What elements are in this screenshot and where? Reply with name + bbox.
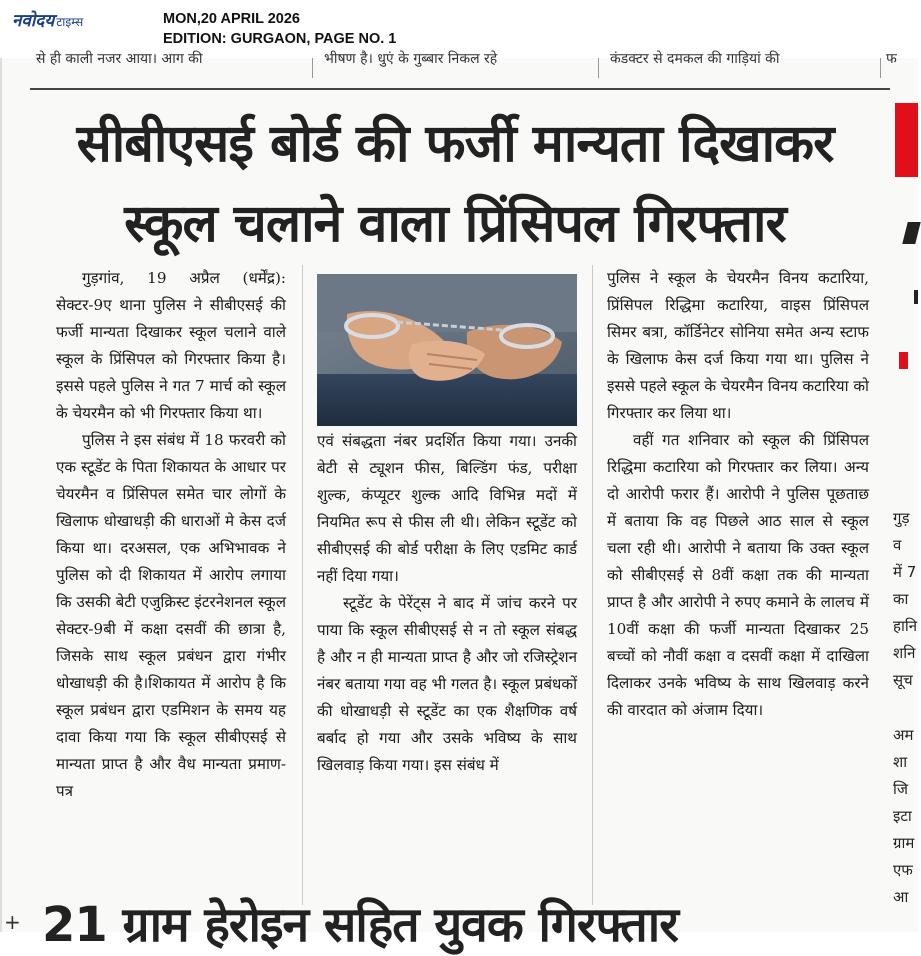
logo-subtext: टाइम्स bbox=[56, 15, 84, 29]
edge-text: व bbox=[893, 536, 902, 554]
paragraph: एवं संबद्धता नंबर प्रदर्शित किया गया। उनकी बेटी से ट्यूशन फीस, बिल्डिंग फंड, परीक्षा शुल्क, कंप्यूटर शुल्क आदि विभिन्न मदों में नियमित रूप से फीस ली थी। लेकिन स्टूडेंट को सीबीएसई की बोर्ड परीक्षा के लिए एडमिट कार्ड नहीं दिया गया। bbox=[317, 432, 577, 585]
column-rule bbox=[592, 265, 593, 905]
cut-previous-article-text bbox=[30, 51, 897, 78]
edition-info bbox=[163, 9, 396, 49]
edge-text: सूच bbox=[893, 671, 913, 689]
handcuffs-image bbox=[317, 274, 577, 426]
edge-text: हानि bbox=[893, 617, 918, 635]
edge-text: जि bbox=[893, 780, 909, 798]
article-column-2[interactable] bbox=[317, 428, 577, 779]
cut-text-a: से ही काली नजर आया। आग की bbox=[36, 51, 203, 67]
next-headline-text: 21 ग्राम हेरोइन सहित युवक गिरफ्तार bbox=[42, 897, 678, 953]
article-column-1[interactable] bbox=[56, 265, 286, 805]
paragraph: गुड़गांव, 19 अप्रैल (धर्मेंद्र): सेक्टर-9ए थाना पुलिस ने सीबीएसई की फर्जी मान्यता दिखाकर स्कूल चलाने वाले स्कूल के प्रिंसिपल को गिरफ्तार किया है। इससे पहले पुलिस ने गत 7 मार्च को स्कूल के चेयरमैन को भी गिरफ्तार किया था। bbox=[56, 269, 286, 422]
red-banner-block bbox=[895, 103, 918, 177]
column-separator bbox=[598, 58, 599, 78]
zoom-plus-icon[interactable]: + bbox=[4, 910, 21, 934]
headline-line-1: सीबीएसई बोर्ड की फर्जी मान्यता दिखाकर bbox=[76, 114, 834, 174]
red-bullet-marker bbox=[899, 352, 908, 369]
column-separator bbox=[312, 58, 313, 78]
edge-text: गुड़ bbox=[893, 509, 910, 527]
edge-text: आ bbox=[893, 888, 909, 906]
page-edge bbox=[0, 58, 2, 932]
paragraph: स्टूडेंट के पेरेंट्स ने बाद में जांच करने पर पाया कि स्कूल सीबीएसई से न तो स्कूल संबद्ध है और न ही मान्यता प्राप्त है और जो रजिस्ट्रेशन नंबर बताया गया वह भी गलत है। स्कूल प्रबंधकों की धोखाधड़ी से स्टूडेंट का एक शैक्षणिक वर्ष बर्बाद हो गया और उसके भविष्य के साथ खिलवाड़ किया गया। इस संबंध में bbox=[317, 594, 577, 774]
headline-fragment bbox=[914, 290, 918, 304]
column-separator bbox=[880, 58, 881, 78]
logo-text: नवोदय bbox=[12, 11, 55, 31]
edge-text: इटा bbox=[893, 807, 912, 825]
edge-text: एफ bbox=[893, 861, 913, 879]
edge-text: शा bbox=[893, 753, 908, 771]
edge-text: ग्राम bbox=[893, 834, 915, 852]
cut-text-c: कंडक्टर से दमकल की गाड़ियां की bbox=[610, 51, 780, 67]
newspaper-logo[interactable] bbox=[12, 8, 83, 31]
edge-text: अम bbox=[893, 726, 914, 744]
article-column-3[interactable] bbox=[607, 265, 869, 724]
headline-line-2: स्कूल चलाने वाला प्रिंसिपल गिरफ्तार bbox=[124, 194, 786, 254]
paragraph: वहीं गत शनिवार को स्कूल की प्रिंसिपल रिद्धिमा कटारिया को गिरफ्तार कर लिया। अन्य दो आरोपी फरार हैं। आरोपी ने पुलिस पूछताछ में बताया कि वह पिछले आठ साल से स्कूल चला रही थी। आरोपी ने बताया कि उक्त स्कूल को सीबीएसई से 8वीं कक्षा तक की मान्यता प्राप्त है और आरोपी ने रुपए कमाने के लालच में 10वीं कक्षा की फर्जी मान्यता दिखाकर 25 बच्चों को नौवीं कक्षा व दसवीं कक्षा में दाखिला दिलाकर उनके भविष्य के साथ खिलवाड़ करने की वारदात को अंजाम दिया। bbox=[607, 431, 869, 719]
cut-text-d: फ bbox=[886, 51, 897, 67]
paragraph: पुलिस ने स्कूल के चेयरमैन विनय कटारिया, प्रिंसिपल रिद्धिमा कटारिया, वाइस प्रिंसिपल सिमर बत्रा, कॉर्डिनेटर सोनिया समेत अन्य स्टाफ के खिलाफ केस दर्ज किया गया था। पुलिस ने इससे पहले स्कूल के चेयरमैन विनय कटारिया को गिरफ्तार कर लिया था। bbox=[607, 269, 869, 422]
handcuffs-photo[interactable] bbox=[317, 274, 577, 426]
paragraph: पुलिस ने इस संबंध में 18 फरवरी को एक स्टूडेंट के पिता शिकायत के आधार पर चेयरमैन व प्रिंसिपल समेत चार लोगों के खिलाफ धोखाधड़ी की धाराओं मे केस दर्ज किया था। दरअसल, एक अभिभावक ने पुलिस को दी शिकायत में आरोप लगाया कि उसकी बेटी एजुक्रिस्ट इंटरनेशनल स्कूल सेक्टर-9बी में कक्षा दसवीं की छात्रा है, जिसके साथ स्कूल प्रबंधन द्वारा गंभीर धोखाधड़ी की है।शिकायत में आरोप है कि स्कूल प्रबंधन द्वारा एडमिशन के समय यह दावा किया गया कि स्कूल सीबीएसई से मान्यता प्राप्त है और वैध मान्यता प्रमाण-पत्र bbox=[56, 431, 286, 800]
next-article-headline[interactable] bbox=[42, 897, 882, 953]
article-headline[interactable] bbox=[30, 104, 880, 264]
edge-text: में 7 bbox=[893, 563, 917, 581]
edge-text: शनि bbox=[893, 644, 916, 662]
date-line: MON,20 APRIL 2026 bbox=[163, 11, 300, 27]
edition-line: EDITION: GURGAON, PAGE NO. 1 bbox=[163, 31, 397, 47]
column-rule bbox=[302, 265, 303, 905]
edge-text: का bbox=[893, 590, 909, 608]
cut-text-b: भीषण है। धुएं के गुब्बार निकल रहे bbox=[324, 51, 498, 67]
top-rule bbox=[30, 88, 890, 90]
